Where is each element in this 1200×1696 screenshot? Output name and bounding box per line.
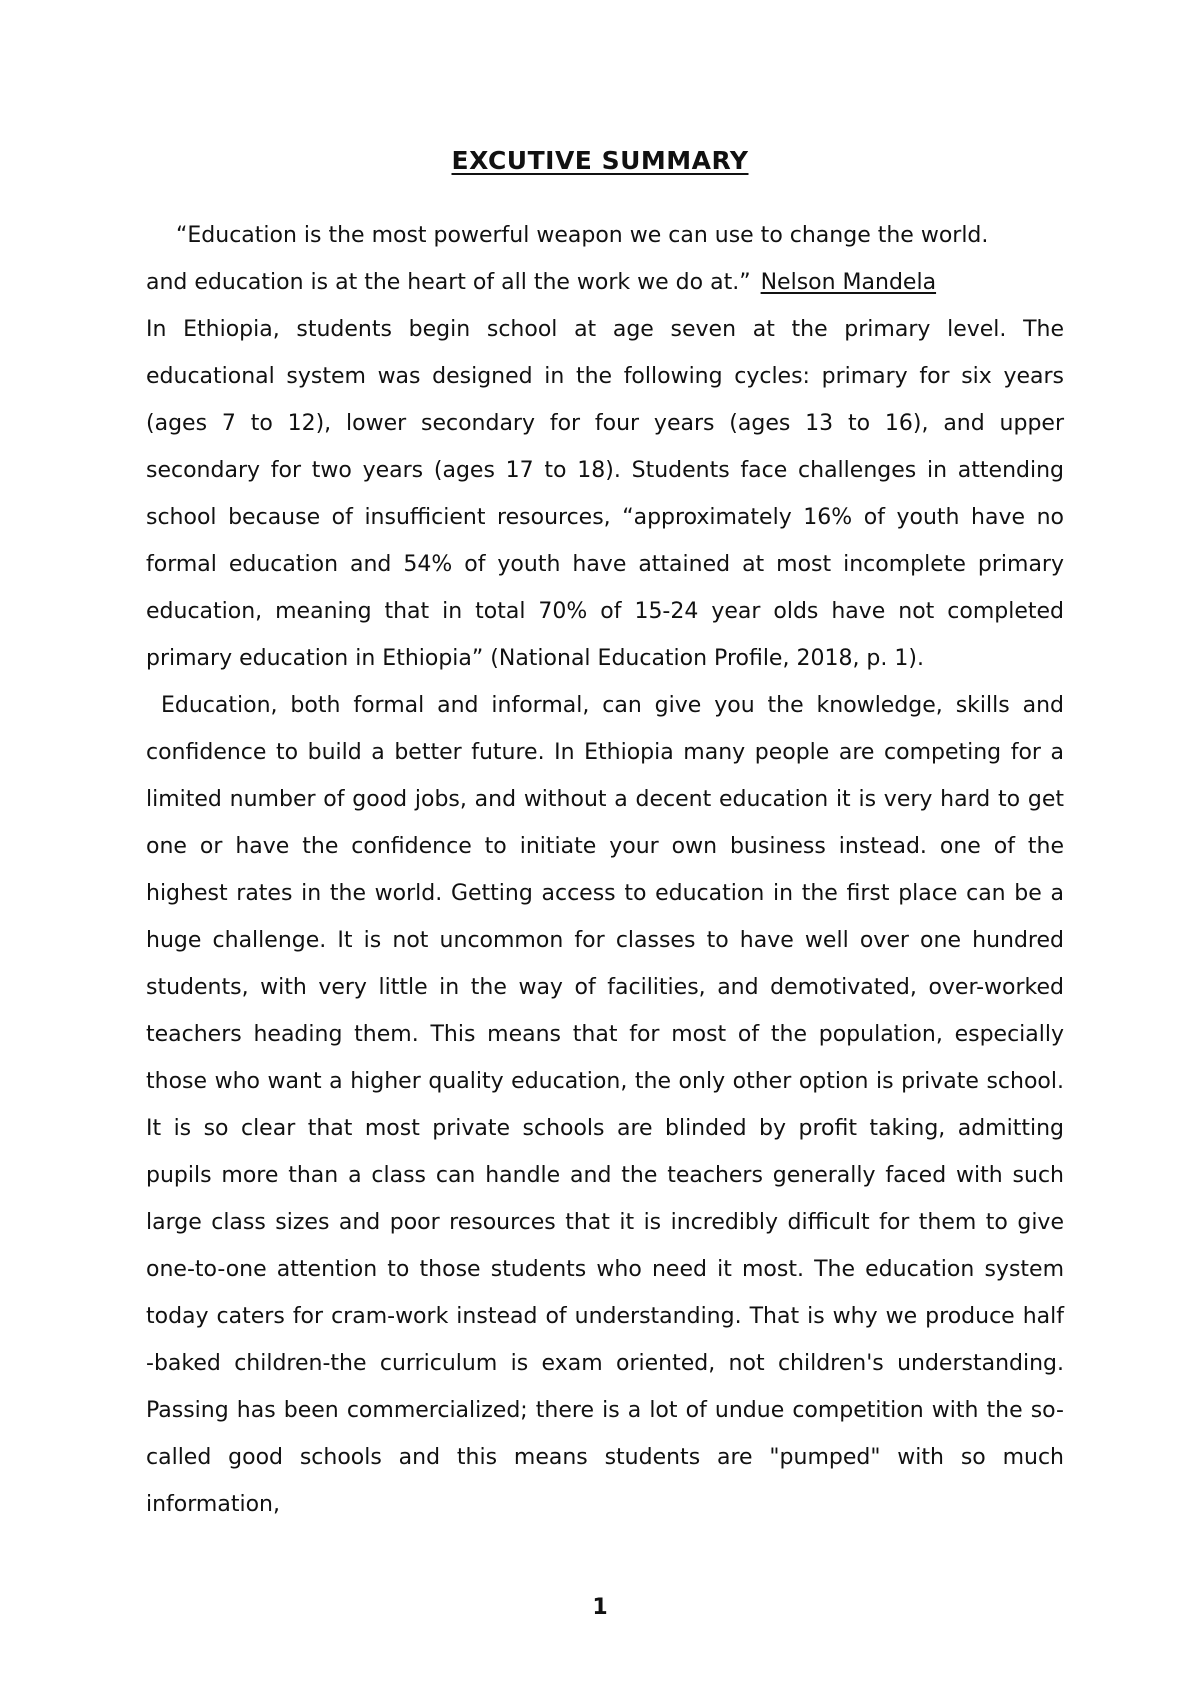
page-number: 1: [592, 1595, 608, 1620]
page-title: EXCUTIVE SUMMARY: [451, 146, 749, 175]
body-text: [146, 212, 1064, 1528]
quote-line-1: “Education is the most powerful weapon we can use to change the world.: [176, 223, 989, 248]
quote-block: [146, 212, 1064, 306]
quote-attribution: Nelson Mandela: [760, 270, 937, 295]
quote-line-2: and education is at the heart of all the work we do at.”: [146, 270, 751, 295]
paragraph-ethiopia-school-system: In Ethiopia, students begin school at age seven at the primary level. The educational system was designed in the following cycles: primary for six years (ages 7 to 12), lower secondary for four years (ages 13 to 16), and upper secondary for two years (ages 17 to 18). Students face challenges in attending school because of insufficient resources, “approximately 16% of youth have no formal education and 54% of youth have attained at most incomplete primary education, meaning that in total 70% of 15-24 year olds have not completed primary education in Ethiopia” (National Education Profile, 2018, p. 1).: [146, 317, 1064, 671]
paragraph-education-importance: Education, both formal and informal, can give you the knowledge, skills and confidence to build a better future. In Ethiopia many people are competing for a limited number of good jobs, and without a decent education it is very hard to get one or have the confidence to initiate your own business instead. one of the highest rates in the world. Getting access to education in the first place can be a huge challenge. It is not uncommon for classes to have well over one hundred students, with very little in the way of facilities, and demotivated, over-worked teachers heading them. This means that for most of the population, especially those who want a higher quality education, the only other option is private school. It is so clear that most private schools are blinded by profit taking, admitting pupils more than a class can handle and the teachers generally faced with such large class sizes and poor resources that it is incredibly difficult for them to give one-to-one attention to those students who need it most. The education system today caters for cram-work instead of understanding. That is why we produce half -baked children-the curriculum is exam oriented, not children's understanding. Passing has been commercialized; there is a lot of undue competition with the so-called good schools and this means students are "pumped" with so much information,: [146, 693, 1064, 1517]
quote-line-2-wrapper: [146, 270, 936, 295]
